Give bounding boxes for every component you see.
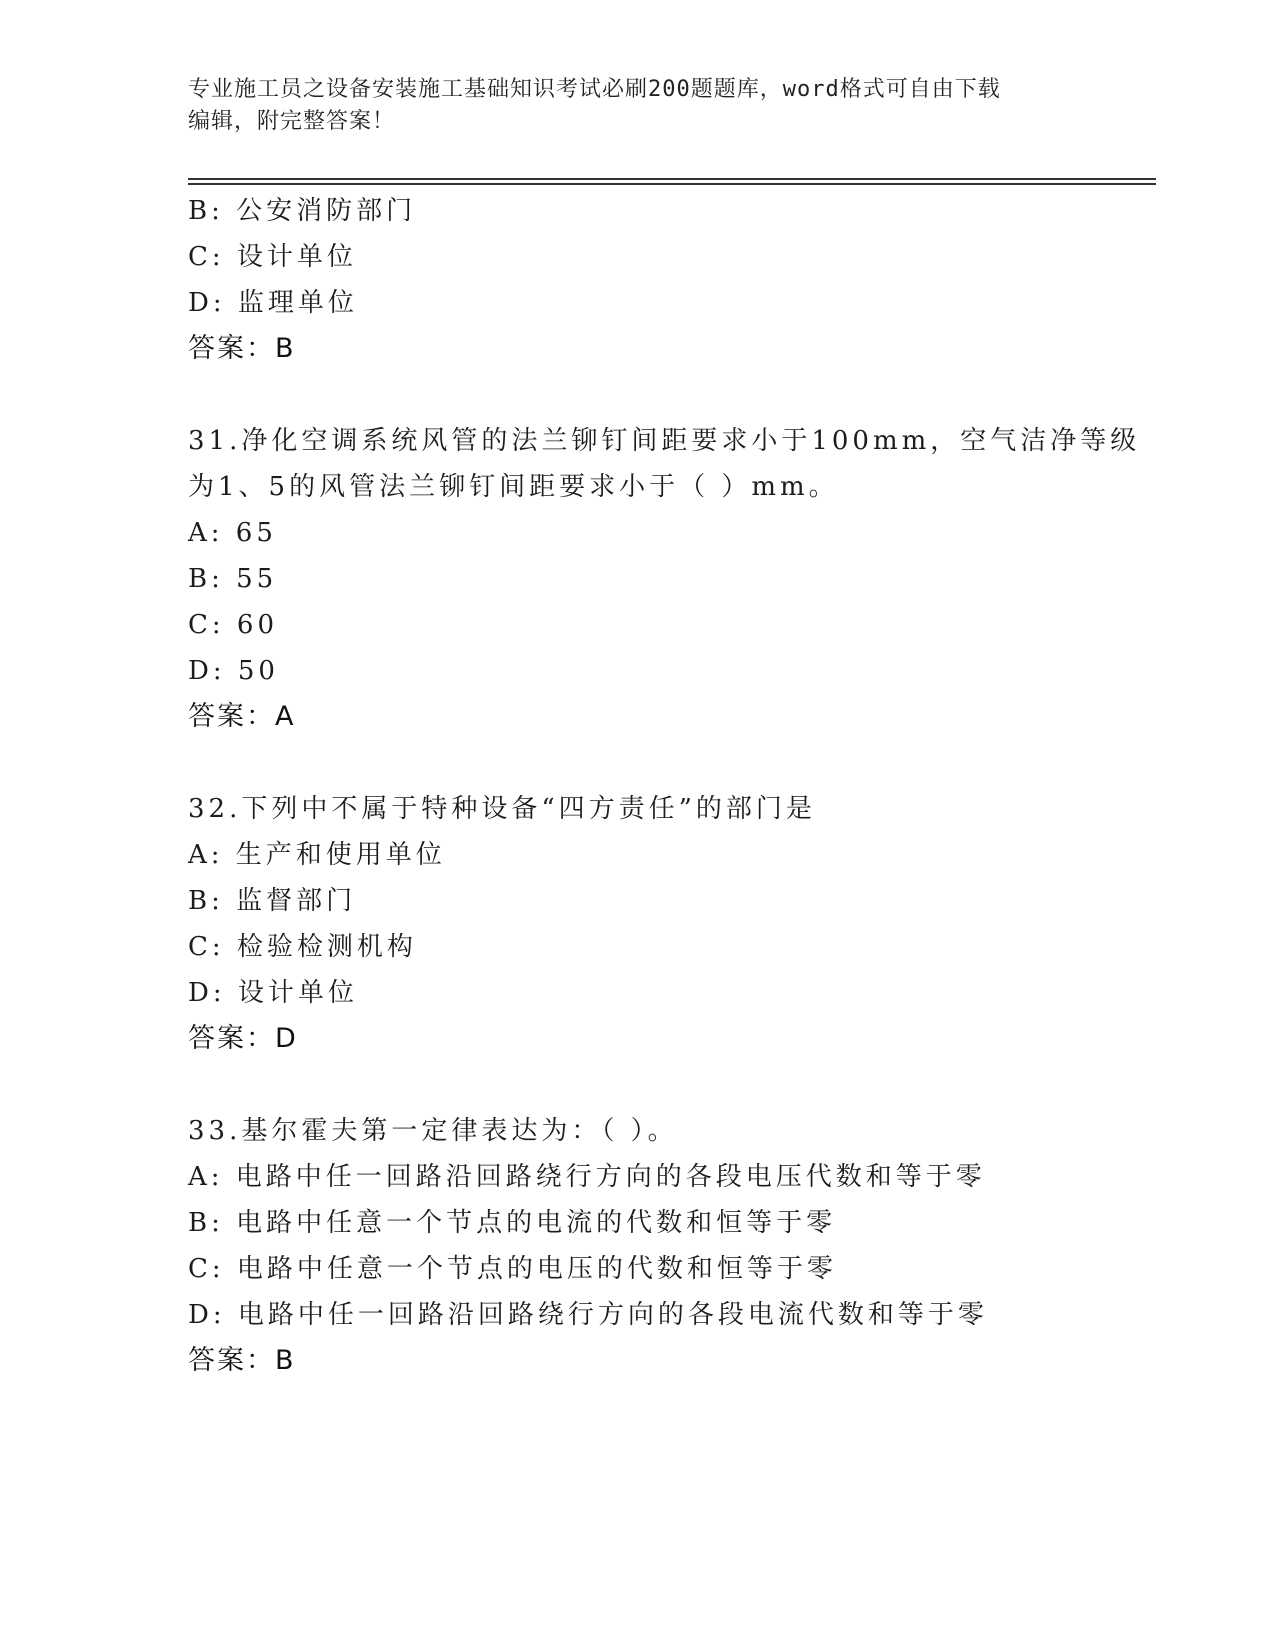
option-c: C: 60 [188,610,279,640]
option-c: C: 设计单位 [188,242,357,272]
option-d: D: 电路中任一回路沿回路绕行方向的各段电流代数和等于零 [188,1300,988,1330]
header-rule-bottom [188,183,1156,185]
option-d: D: 监理单位 [188,288,358,318]
question-33-block [188,1108,1088,1384]
question-stem-line-1: 31.净化空调系统风管的法兰铆钉间距要求小于100mm，空气洁净等级 [188,426,1141,456]
option-b: B: 监督部门 [188,886,357,916]
option-a: A: 65 [188,518,277,548]
question-stem-line-1: 32.下列中不属于特种设备“四方责任”的部门是 [188,794,816,824]
option-c: C: 检验检测机构 [188,932,417,962]
prev-question-block [188,188,1088,372]
question-stem-line-1: 33.基尔霍夫第一定律表达为：（ ）。 [188,1116,678,1146]
option-a: A: 电路中任一回路沿回路绕行方向的各段电压代数和等于零 [188,1162,986,1192]
option-d: D: 50 [188,656,279,686]
header-title-line-1: 专业施工员之设备安装施工基础知识考试必刷200题题库，word格式可自由下载 [188,77,1001,102]
option-d: D: 设计单位 [188,978,358,1008]
question-content [188,188,1141,1384]
spacer [188,740,1088,786]
answer-label: 答案：B [188,333,296,364]
question-32-block [188,786,1088,1062]
option-b: B: 电路中任意一个节点的电流的代数和恒等于零 [188,1208,837,1238]
option-b: B: 55 [188,564,278,594]
option-b: B: 公安消防部门 [188,196,417,226]
question-stem-line-2: 为1、5的风管法兰铆钉间距要求小于（ ）mm。 [188,472,839,502]
header-rule-top [188,178,1156,180]
header-title-line-2: 编辑，附完整答案！ [188,109,396,134]
answer-label: 答案：B [188,1345,296,1376]
answer-label: 答案：D [188,1023,298,1054]
spacer [188,1062,1088,1108]
option-c: C: 电路中任意一个节点的电压的代数和恒等于零 [188,1254,837,1284]
option-a: A: 生产和使用单位 [188,840,446,870]
answer-label: 答案：A [188,701,296,732]
spacer [188,372,1088,418]
question-31-block [188,418,1141,740]
document-header [188,74,1078,138]
